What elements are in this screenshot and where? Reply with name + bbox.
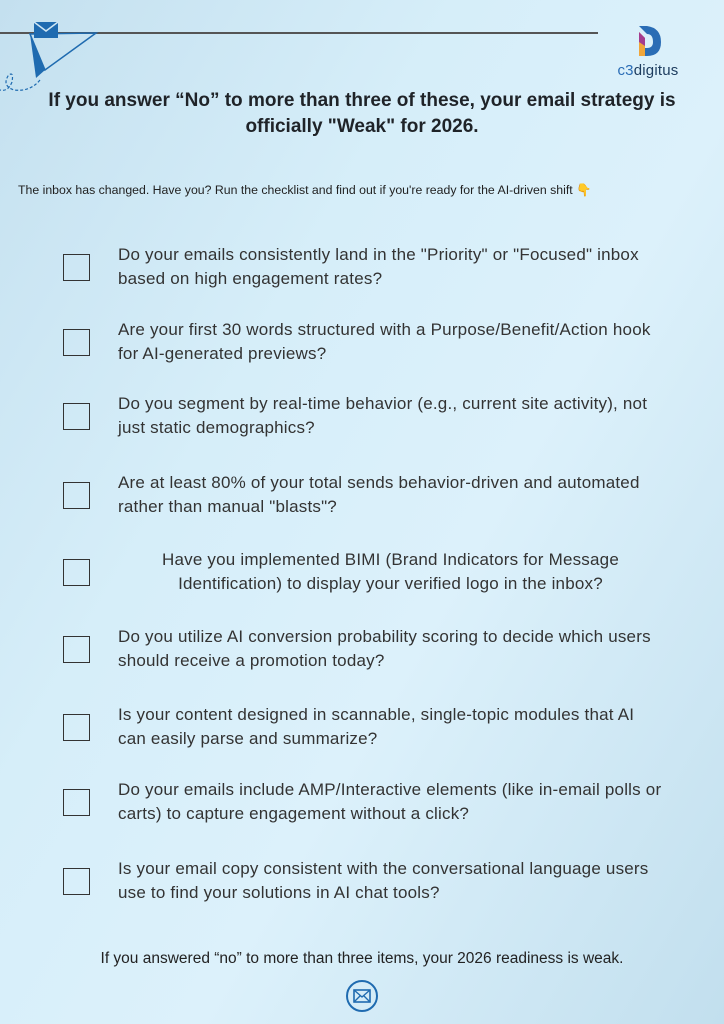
checklist-item-text: Do your emails consistently land in the "Priority" or "Focused" inbox based on high engagement rates?	[118, 245, 639, 288]
checklist-item-text: Do you utilize AI conversion probability scoring to decide which users should receive a promotion today?	[118, 627, 651, 670]
checkbox[interactable]	[63, 254, 90, 281]
checklist-item	[63, 778, 663, 826]
footer-note: If you answered “no” to more than three items, your 2026 readiness is weak.	[100, 950, 624, 967]
brand-logo	[602, 24, 694, 79]
checkbox[interactable]	[63, 868, 90, 895]
brand-name: c3digitus	[617, 62, 679, 79]
checklist-item	[63, 625, 663, 673]
email-icon[interactable]	[346, 980, 378, 1012]
checklist-item	[63, 857, 663, 905]
checklist-item-text: Are at least 80% of your total sends behavior-driven and automated rather than manual "blasts"?	[118, 473, 640, 516]
checklist-item	[63, 318, 663, 366]
checklist-item-text: Have you implemented BIMI (Brand Indicators for Message Identification) to display your verified logo in the inbox?	[162, 550, 619, 593]
checkbox[interactable]	[63, 714, 90, 741]
checkbox[interactable]	[63, 789, 90, 816]
pointing-down-emoji: 👇	[576, 183, 592, 197]
checkbox[interactable]	[63, 482, 90, 509]
checklist-item-text: Do your emails include AMP/Interactive elements (like in-email polls or carts) to capture engagement without a click?	[118, 780, 662, 823]
checkbox[interactable]	[63, 403, 90, 430]
checklist-item-text: Are your first 30 words structured with a Purpose/Benefit/Action hook for AI-generated previews?	[118, 320, 651, 363]
checkbox[interactable]	[63, 329, 90, 356]
checklist-item	[63, 703, 663, 751]
checklist-item	[63, 243, 663, 291]
checkbox[interactable]	[63, 636, 90, 663]
checklist-item-text: Is your content designed in scannable, single-topic modules that AI can easily parse and summarize?	[118, 705, 635, 748]
checklist-item-text: Do you segment by real-time behavior (e.g., current site activity), not just static demographics?	[118, 394, 648, 437]
page-headline: If you answer “No” to more than three of these, your email strategy is officially "Weak" for 2026.	[48, 90, 676, 137]
checklist-item	[63, 548, 663, 596]
checklist-item-text: Is your email copy consistent with the conversational language users use to find your solutions in AI chat tools?	[118, 859, 649, 902]
intro-text: The inbox has changed. Have you? Run the checklist and find out if you're ready for the AI-driven shift 👇	[18, 183, 592, 197]
checkbox[interactable]	[63, 559, 90, 586]
logo-mark-icon	[631, 24, 665, 58]
checklist-item	[63, 392, 663, 440]
checklist-item	[63, 471, 663, 519]
